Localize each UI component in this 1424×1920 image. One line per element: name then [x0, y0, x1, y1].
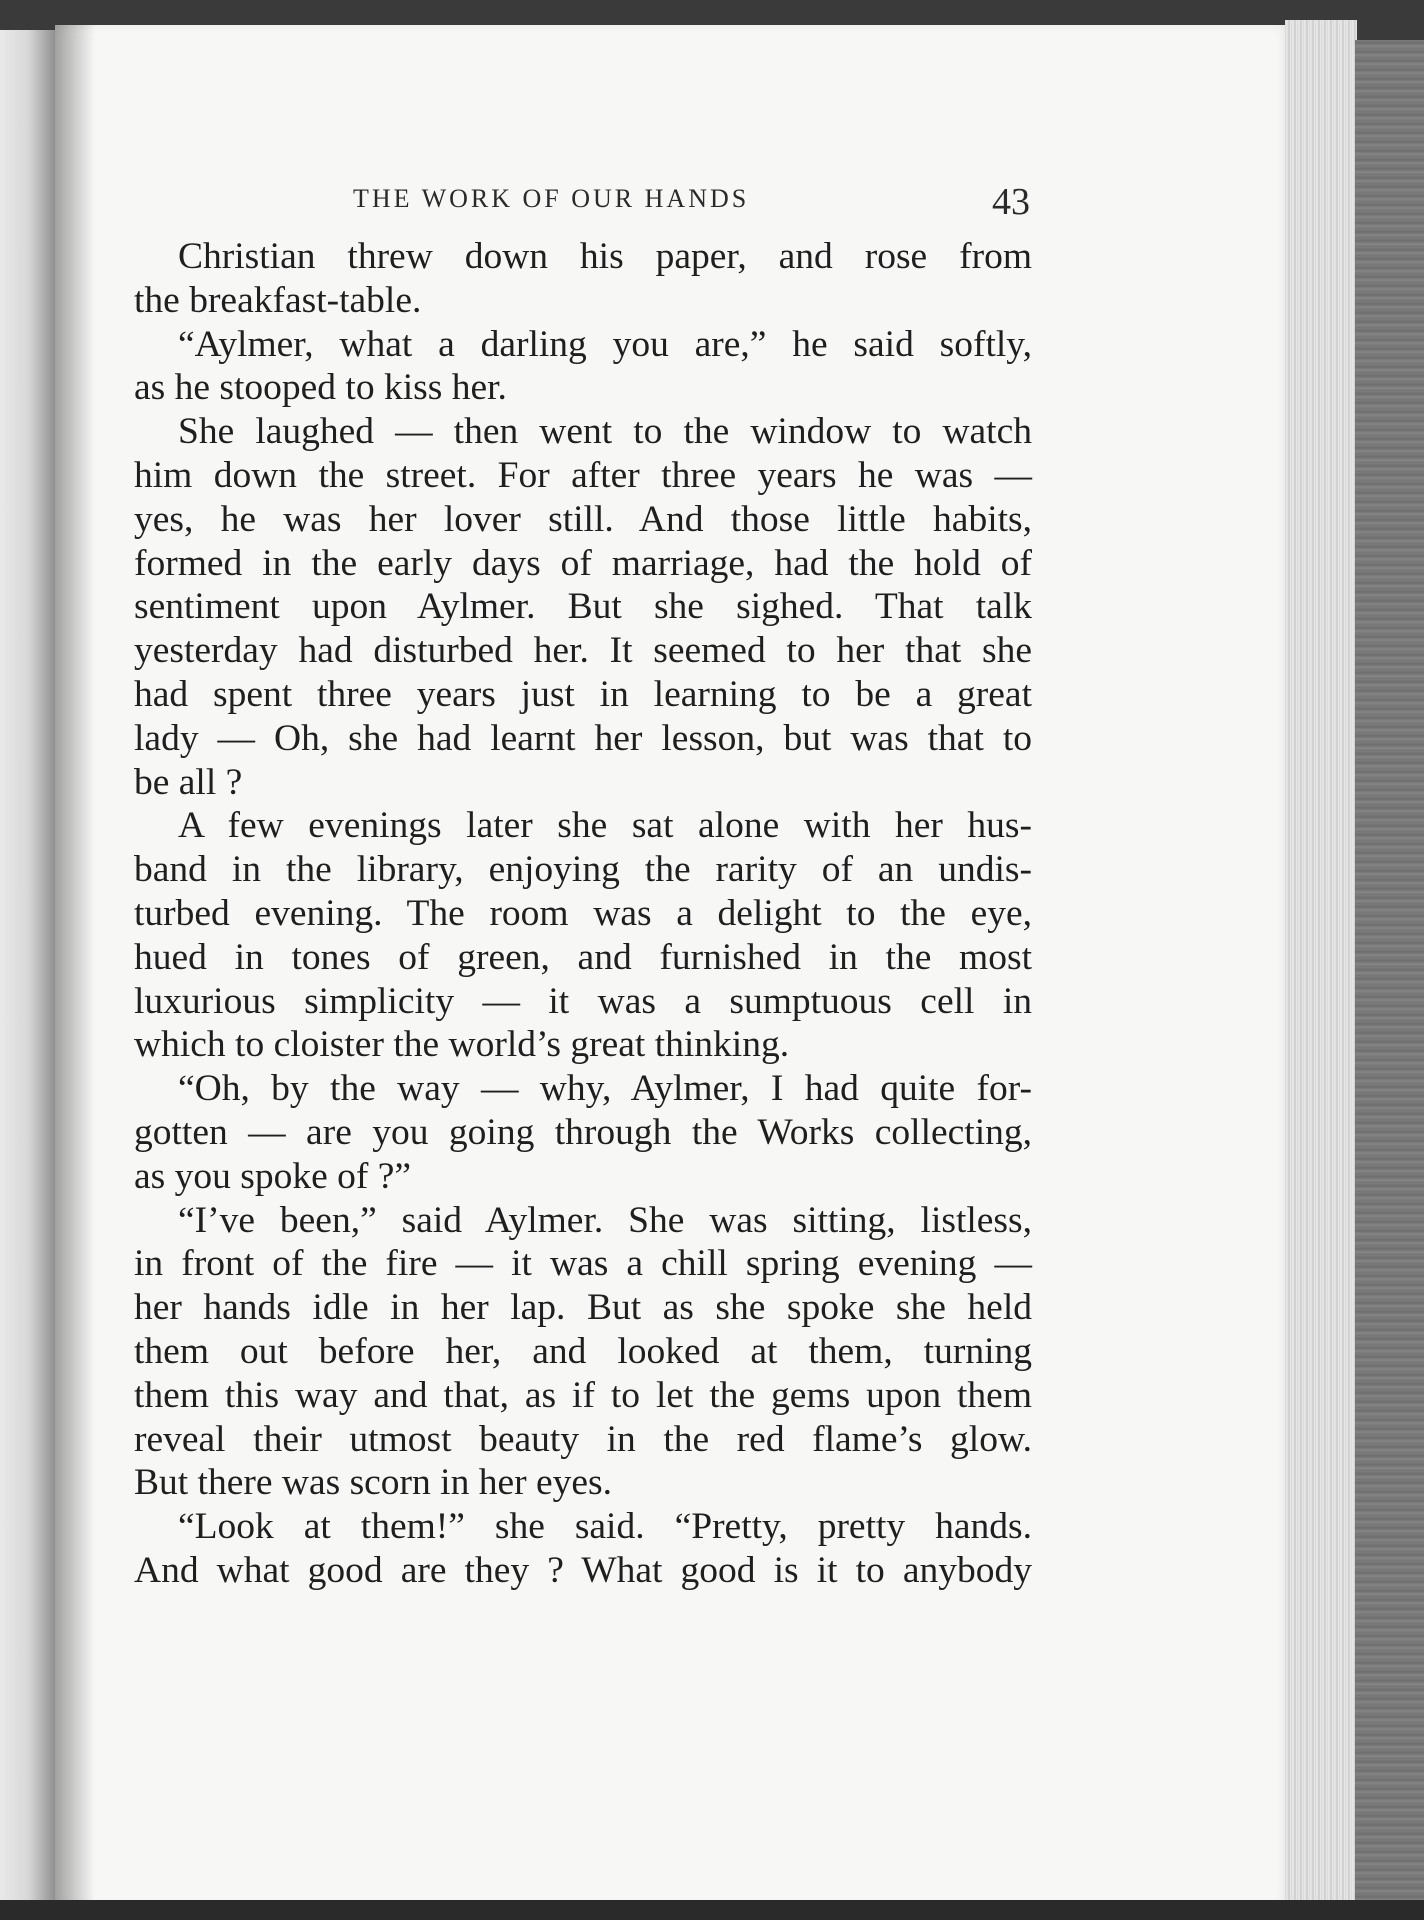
text-line: “Aylmer, what a darling you are,” he said softly,	[178, 323, 1032, 365]
text-line: yesterday had disturbed her. It seemed to her that she	[134, 630, 1032, 672]
paragraph	[134, 1199, 1032, 1506]
running-title: THE WORK OF OUR HANDS	[353, 184, 750, 213]
text-line: “Look at them!” she said. “Pretty, pretty hands.	[178, 1506, 1032, 1548]
gutter-shadow	[55, 25, 95, 1905]
text-line: as he stooped to kiss her.	[134, 367, 507, 409]
text-line: gotten — are you going through the Works collecting,	[134, 1111, 1032, 1153]
text-line: “I’ve been,” said Aylmer. She was sitting, listless,	[178, 1199, 1032, 1241]
body-text	[134, 235, 1032, 1593]
text-line: A few evenings later she sat alone with her hus-	[178, 805, 1032, 847]
text-line: band in the library, enjoying the rarity of an undis-	[134, 849, 1032, 891]
text-line: as you spoke of ?”	[134, 1155, 412, 1197]
text-line: them this way and that, as if to let the gems upon them	[134, 1374, 1032, 1416]
paragraph	[134, 1505, 1032, 1593]
paragraph	[134, 1067, 1032, 1198]
text-line: yes, he was her lover still. And those little habits,	[134, 498, 1032, 540]
text-line: them out before her, and looked at them, turning	[134, 1330, 1032, 1372]
text-line: lady — Oh, she had learnt her lesson, but was that to	[134, 717, 1032, 759]
paragraph	[134, 235, 1032, 323]
text-line: “Oh, by the way — why, Aylmer, I had quite for-	[178, 1068, 1032, 1110]
text-line: which to cloister the world’s great thinking.	[134, 1024, 790, 1066]
page-stack-edge	[1285, 20, 1357, 1910]
text-line: luxurious simplicity — it was a sumptuous cell in	[134, 980, 1032, 1022]
text-line: She laughed — then went to the window to watch	[178, 411, 1032, 453]
paragraph	[134, 804, 1032, 1067]
text-line: But there was scorn in her eyes.	[134, 1462, 612, 1504]
bottom-shadow	[0, 1900, 1424, 1920]
text-line: him down the street. For after three years he was —	[134, 454, 1032, 496]
page-number: 43	[992, 181, 1030, 223]
text-line: hued in tones of green, and furnished in the most	[134, 936, 1032, 978]
paragraph	[134, 410, 1032, 804]
text-line: the breakfast-table.	[134, 279, 422, 321]
text-line: And what good are they ? What good is it to anybody	[134, 1549, 1032, 1591]
text-line: her hands idle in her lap. But as she spoke she held	[134, 1287, 1032, 1329]
running-head	[140, 180, 1030, 230]
text-line: formed in the early days of marriage, had the hold of	[134, 542, 1032, 584]
text-line: turbed evening. The room was a delight to the eye,	[134, 892, 1032, 934]
book-cover-edge	[1355, 40, 1424, 1910]
text-line: sentiment upon Aylmer. But she sighed. That talk	[134, 586, 1032, 628]
text-line: Christian threw down his paper, and rose from	[178, 236, 1032, 277]
text-line: in front of the fire — it was a chill spring evening —	[134, 1243, 1032, 1285]
text-line: reveal their utmost beauty in the red flame’s glow.	[134, 1418, 1032, 1460]
text-line: had spent three years just in learning to be a great	[134, 673, 1032, 715]
paragraph	[134, 323, 1032, 411]
text-line: be all ?	[134, 761, 243, 803]
